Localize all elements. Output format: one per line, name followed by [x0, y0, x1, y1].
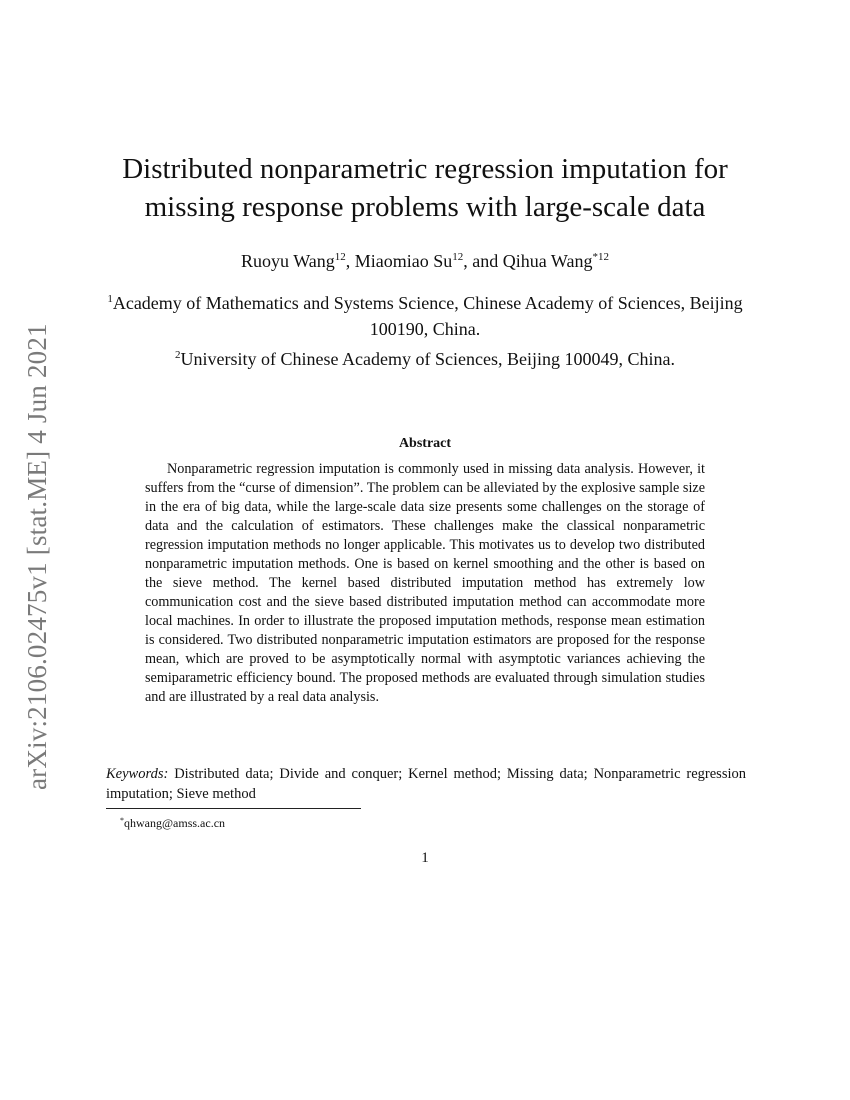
affiliation-mark: 2 [175, 349, 181, 361]
keywords-text: Distributed data; Divide and conquer; Kernel method; Missing data; Nonparametric regression imputation; Sieve method [106, 766, 746, 802]
abstract-heading: Abstract [398, 436, 452, 451]
keywords-label: Keywords: [106, 766, 169, 782]
author-list [0, 245, 850, 273]
affiliation-mark: 1 [107, 293, 113, 305]
author-affiliation-mark: *12 [592, 251, 609, 263]
footnote-email: qhwang@amss.ac.cn [124, 816, 226, 830]
footnote [120, 813, 225, 831]
author-separator: , and [463, 251, 503, 271]
title-line-1: Distributed nonparametric regression imputation for [122, 153, 728, 185]
author-name: Miaomiao Su [354, 251, 453, 271]
affiliation-text: University of Chinese Academy of Sciences, Beijing 100049, China. [180, 349, 675, 369]
author-affiliation-mark: 12 [334, 251, 346, 263]
author-affiliation-mark: 12 [452, 251, 464, 263]
page-number: 1 [421, 850, 429, 866]
author-name: Qihua Wang [502, 251, 593, 271]
footnote-mark: * [120, 816, 124, 825]
title-line-2: missing response problems with large-scale data [144, 191, 706, 223]
affiliation-text: Academy of Mathematics and Systems Science, Chinese Academy of Sciences, Beijing 100190, China. [112, 293, 743, 339]
abstract-body: Nonparametric regression imputation is commonly used in missing data analysis. However, it suffers from the “curse of dimension”. The problem can be alleviated by the explosive sample size in the era of big data, while the large-scale data size presents some challenges on the storage of data and the calculation of estimators. These challenges make the classical nonparametric regression imputation methods no longer applicable. This motivates us to develop two distributed nonparametric imputation methods. One is based on kernel smoothing and the other is based on the sieve method. The kernel based distributed imputation method has extremely low communication cost and the sieve based distributed imputation method can accommodate more local machines. In order to illustrate the proposed imputation methods, response mean estimation is considered. Two distributed nonparametric imputation estimators are proposed for the response mean, which are proved to be asymptotically normal with asymptotic variances achieving the semiparametric efficiency bound. The proposed methods are evaluated through simulation studies and are illustrated by a real data analysis. [145, 461, 705, 705]
keywords [106, 764, 746, 804]
author-separator: , [345, 251, 355, 271]
footnote-divider [106, 808, 361, 809]
paper-title [0, 150, 850, 226]
author-name: Ruoyu Wang [241, 251, 335, 271]
arxiv-identifier-stamp: arXiv:2106.02475v1 [stat.ME] 4 Jun 2021 [22, 323, 52, 790]
affiliation-1 [100, 286, 750, 342]
affiliations [100, 286, 750, 372]
affiliation-2 [100, 342, 750, 372]
